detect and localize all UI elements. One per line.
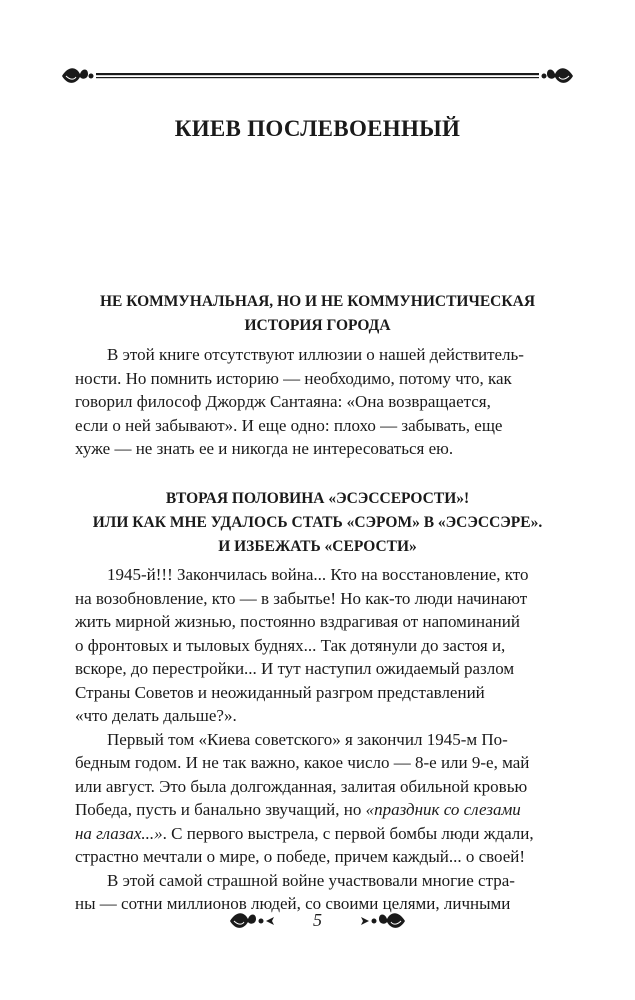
- text-line: 1945-й!!! Закончилась война... Кто на восстановление, кто: [107, 565, 529, 584]
- text-line: если о ней забывают». И еще одно: плохо — забывать, еще: [75, 415, 503, 435]
- page-number: 5: [313, 910, 322, 930]
- ornamental-header-rule: [60, 64, 575, 88]
- text-segment: . С первого выстрела, с первой бомбы люди ждали,: [162, 823, 534, 843]
- text-line: жить мирной жизнью, постоянно вздрагивая от напоминаний: [75, 612, 520, 631]
- section-2-body: [75, 563, 565, 916]
- text-line: [75, 798, 565, 822]
- heading-line: И ИЗБЕЖАТЬ «СЕРОСТИ»: [218, 538, 417, 555]
- heading-line: ИСТОРИЯ ГОРОДА: [244, 317, 391, 334]
- text-line: Первый том «Киева советского» я закончил 1945-м По-: [107, 729, 508, 749]
- text-line: «что делать дальше?».: [75, 706, 237, 725]
- italic-quote: «праздник со слезами: [365, 800, 521, 819]
- section-1-paragraph: [75, 343, 565, 461]
- text-line: ны — сотни миллионов людей, со своими целями, личными: [75, 894, 511, 913]
- text-line: говорил философ Джордж Сантаяна: «Она возвращается,: [75, 392, 491, 411]
- italic-quote: на глазах...»: [75, 823, 163, 843]
- text-line: бедным годом. И не так важно, какое число — 8-е или 9-е, май: [75, 753, 530, 772]
- heading-line: НЕ КОММУНАЛЬНАЯ, НО И НЕ КОММУНИСТИЧЕСКАЯ: [99, 293, 536, 310]
- chapter-title: КИЕВ ПОСЛЕВОЕННЫЙ: [174, 116, 461, 141]
- text-line: страстно мечтали о мире, о победе, причем каждый... о своей!: [75, 847, 526, 866]
- text-line: или август. Это была долгожданная, залитая обильной кровью: [75, 776, 528, 796]
- section-heading-1: [60, 290, 575, 338]
- heading-line: ИЛИ КАК МНЕ УДАЛОСЬ СТАТЬ «СЭРОМ» В «ЭСЭССЭРЕ».: [92, 514, 543, 531]
- heading-line: ВТОРАЯ ПОЛОВИНА «ЭСЭССЕРОСТИ»!: [165, 490, 470, 507]
- text-line: В этой книге отсутствуют иллюзии о нашей действитель-: [107, 345, 524, 364]
- text-line: Страны Советов и неожиданный разгром представлений: [75, 682, 485, 702]
- text-segment: Победа, пусть и банально звучащий, но: [75, 800, 366, 819]
- text-line: В этой самой страшной войне участвовали многие стра-: [107, 870, 515, 890]
- text-line: вскоре, до перестройки... И тут наступил ожидаемый разлом: [75, 659, 515, 678]
- text-line: [75, 822, 565, 846]
- text-line: о фронтовых и тыловых буднях... Так дотянули до застоя и,: [75, 635, 506, 655]
- section-heading-2: [60, 487, 575, 559]
- text-line: на возобновление, кто — в забытье! Но как-то люди начинают: [75, 588, 528, 608]
- text-line: ности. Но помнить историю — необходимо, потому что, как: [75, 368, 512, 388]
- text-line: хуже — не знать ее и никогда не интересоваться ею.: [75, 439, 454, 458]
